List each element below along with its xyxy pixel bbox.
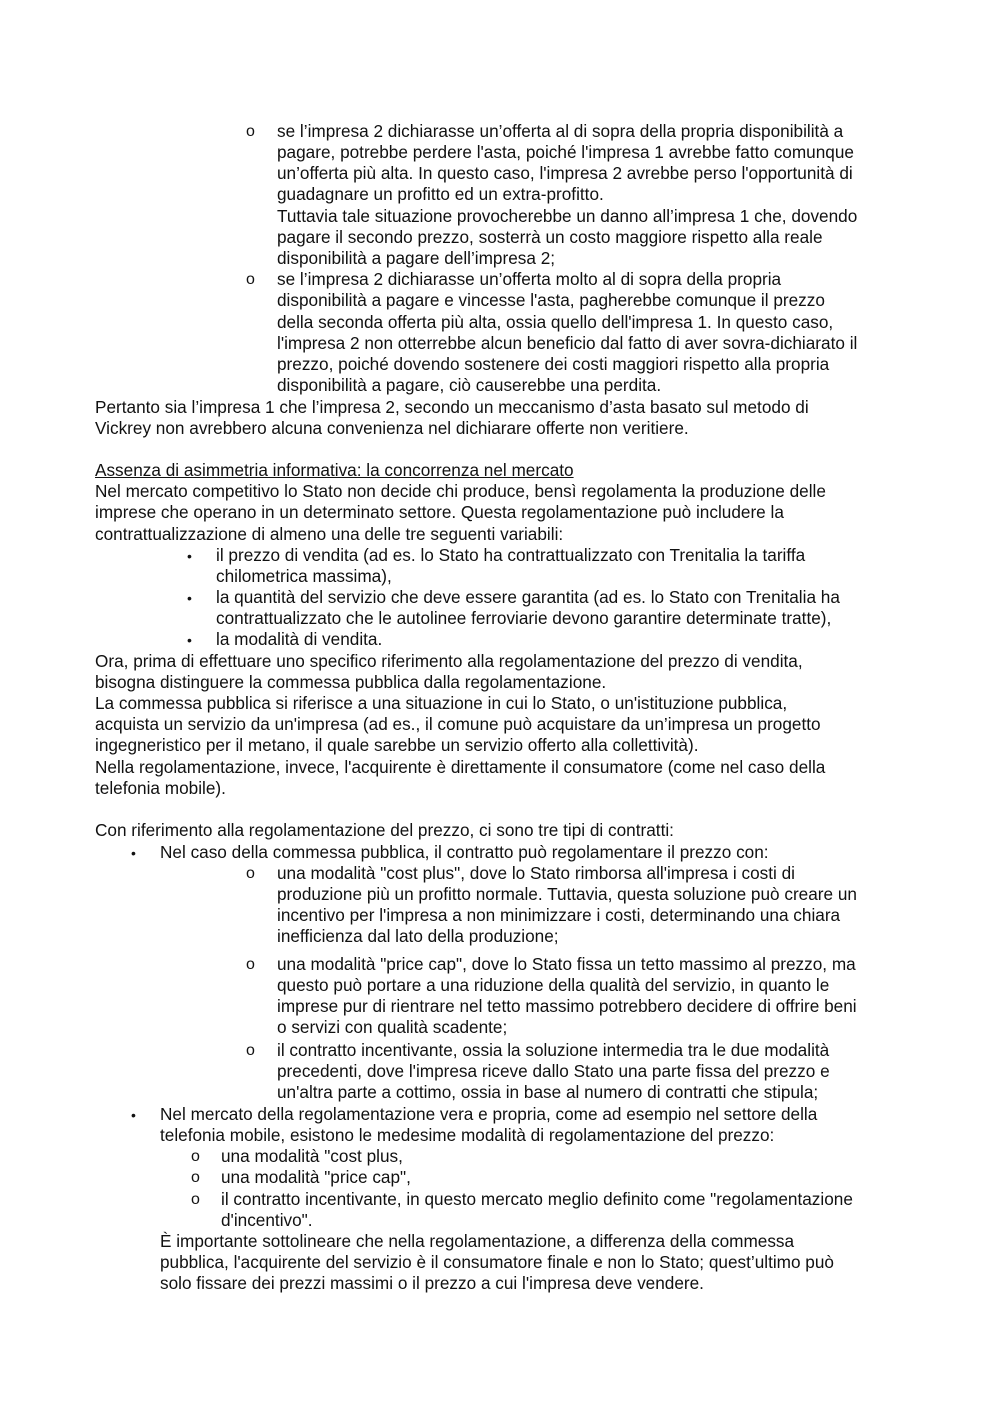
circle-bullet-icon: o	[246, 271, 255, 288]
text-line: il prezzo di vendita (ad es. lo Stato ha contrattualizzato con Trenitalia la tariffa	[216, 545, 806, 565]
text-line: telefonia mobile).	[95, 778, 226, 798]
text-line: Nel caso della commessa pubblica, il contratto può regolamentare il prezzo con:	[160, 842, 769, 862]
circle-bullet-icon: o	[191, 1191, 200, 1208]
text-line: telefonia mobile, esistono le medesime modalità di regolamentazione del prezzo:	[160, 1125, 775, 1145]
text-line: disponibilità a pagare, ciò causerebbe una perdita.	[277, 375, 662, 395]
text-line: della seconda offerta più alta, ossia quello dell'impresa 1. In questo caso,	[277, 312, 834, 332]
text-line: Pertanto sia l’impresa 1 che l’impresa 2, secondo un meccanismo d’asta basato sul metodo di	[95, 397, 809, 417]
text-line: Vickrey non avrebbero alcuna convenienza nel dichiarare offerte non veritiere.	[95, 418, 689, 438]
text-line: Tuttavia tale situazione provocherebbe un danno all’impresa 1 che, dovendo	[277, 206, 858, 226]
contracts-intro: Con riferimento alla regolamentazione del prezzo, ci sono tre tipi di contratti:	[95, 820, 674, 840]
text-line: disponibilità a pagare e vincesse l'asta, pagherebbe comunque il prezzo	[277, 290, 825, 310]
text-line: un'altra parte a cottimo, ossia in base al numero di contratti che stipula;	[277, 1082, 819, 1102]
bullet-icon: •	[187, 548, 192, 564]
text-line: inefficienza dal lato della produzione;	[277, 926, 559, 946]
bullet-icon: •	[187, 632, 192, 648]
circle-bullet-icon: o	[246, 123, 255, 140]
text-line: imprese che operano in un determinato settore. Questa regolamentazione può includere la	[95, 502, 784, 522]
text-line: una modalità "price cap",	[221, 1167, 411, 1187]
text-line: precedenti, dove l'impresa riceve dallo Stato una parte fissa del prezzo e	[277, 1061, 830, 1081]
circle-bullet-icon: o	[246, 1042, 255, 1059]
text-line: Nel mercato competitivo lo Stato non decide chi produce, bensì regolamenta la produzione delle	[95, 481, 826, 501]
text-line: contrattualizzato che le autolinee ferroviarie devono garantire determinate tratte),	[216, 608, 832, 628]
text-line: produzione più un profitto normale. Tuttavia, questa soluzione può creare un	[277, 884, 857, 904]
text-line: d'incentivo".	[221, 1210, 313, 1230]
text-line: ingegneristico per il metano, il quale sarebbe un servizio offerto alla collettività).	[95, 735, 699, 755]
circle-bullet-icon: o	[191, 1169, 200, 1186]
text-line: o servizi con qualità scadente;	[277, 1017, 508, 1037]
text-line: pagare il secondo prezzo, sosterrà un costo maggiore rispetto alla reale	[277, 227, 823, 247]
text-line: prezzo, poiché dovendo sostenere dei costi maggiori rispetto alla propria	[277, 354, 830, 374]
text-line: il contratto incentivante, in questo mercato meglio definito come "regolamentazione	[221, 1189, 853, 1209]
text-line: Nella regolamentazione, invece, l'acquirente è direttamente il consumatore (come nel caso della	[95, 757, 826, 777]
text-line: la modalità di vendita.	[216, 629, 383, 649]
section-heading: Assenza di asimmetria informativa: la concorrenza nel mercato	[95, 460, 574, 480]
text-line: guadagnare un profitto ed un extra-profitto.	[277, 184, 604, 204]
bullet-icon: •	[131, 845, 136, 861]
text-line: pubblica, l'acquirente del servizio è il consumatore finale e non lo Stato; quest’ultimo può	[160, 1252, 834, 1272]
text-line: una modalità "cost plus,	[221, 1146, 403, 1166]
text-line: se l’impresa 2 dichiarasse un’offerta molto al di sopra della propria	[277, 269, 782, 289]
text-line: una modalità "price cap", dove lo Stato fissa un tetto massimo al prezzo, ma	[277, 954, 856, 974]
text-line: pagare, potrebbe perdere l'asta, poiché l'impresa 1 avrebbe fatto comunque	[277, 142, 854, 162]
text-line: il contratto incentivante, ossia la soluzione intermedia tra le due modalità	[277, 1040, 830, 1060]
text-line: È importante sottolineare che nella regolamentazione, a differenza della commessa	[160, 1231, 795, 1251]
text-line: Nel mercato della regolamentazione vera e propria, come ad esempio nel settore della	[160, 1104, 818, 1124]
text-line: una modalità "cost plus", dove lo Stato rimborsa all'impresa i costi di	[277, 863, 795, 883]
text-line: incentivo per l'impresa a non minimizzare i costi, determinando una chiara	[277, 905, 841, 925]
text-line: chilometrica massima),	[216, 566, 392, 586]
bullet-icon: •	[131, 1107, 136, 1123]
circle-bullet-icon: o	[246, 956, 255, 973]
text-line: solo fissare dei prezzi massimi o il prezzo a cui l'impresa deve vendere.	[160, 1273, 704, 1293]
text-line: se l’impresa 2 dichiarasse un’offerta al di sopra della propria disponibilità a	[277, 121, 844, 141]
bullet-icon: •	[187, 590, 192, 606]
text-line: bisogna distinguere la commessa pubblica dalla regolamentazione.	[95, 672, 607, 692]
circle-bullet-icon: o	[246, 865, 255, 882]
text-line: disponibilità a pagare dell’impresa 2;	[277, 248, 556, 268]
circle-bullet-icon: o	[191, 1148, 200, 1165]
text-line: contrattualizzazione di almeno una delle tre seguenti variabili:	[95, 524, 564, 544]
text-line: questo può portare a una riduzione della qualità del servizio, in quanto le	[277, 975, 830, 995]
text-line: acquista un servizio da un'impresa (ad es., il comune può acquistare da un’impresa un progetto	[95, 714, 821, 734]
text-line: La commessa pubblica si riferisce a una situazione in cui lo Stato, o un'istituzione pubblica,	[95, 693, 788, 713]
text-line: l'impresa 2 non otterrebbe alcun beneficio dal fatto di aver sovra-dichiarato il	[277, 333, 858, 353]
text-line: Ora, prima di effettuare uno specifico riferimento alla regolamentazione del prezzo di vendita,	[95, 651, 803, 671]
text-line: imprese pur di rientrare nel tetto massimo potrebbero decidere di offrire beni	[277, 996, 857, 1016]
text-line: la quantità del servizio che deve essere garantita (ad es. lo Stato con Trenitalia ha	[216, 587, 840, 607]
text-line: un’offerta più alta. In questo caso, l'impresa 2 avrebbe perso l'opportunità di	[277, 163, 853, 183]
